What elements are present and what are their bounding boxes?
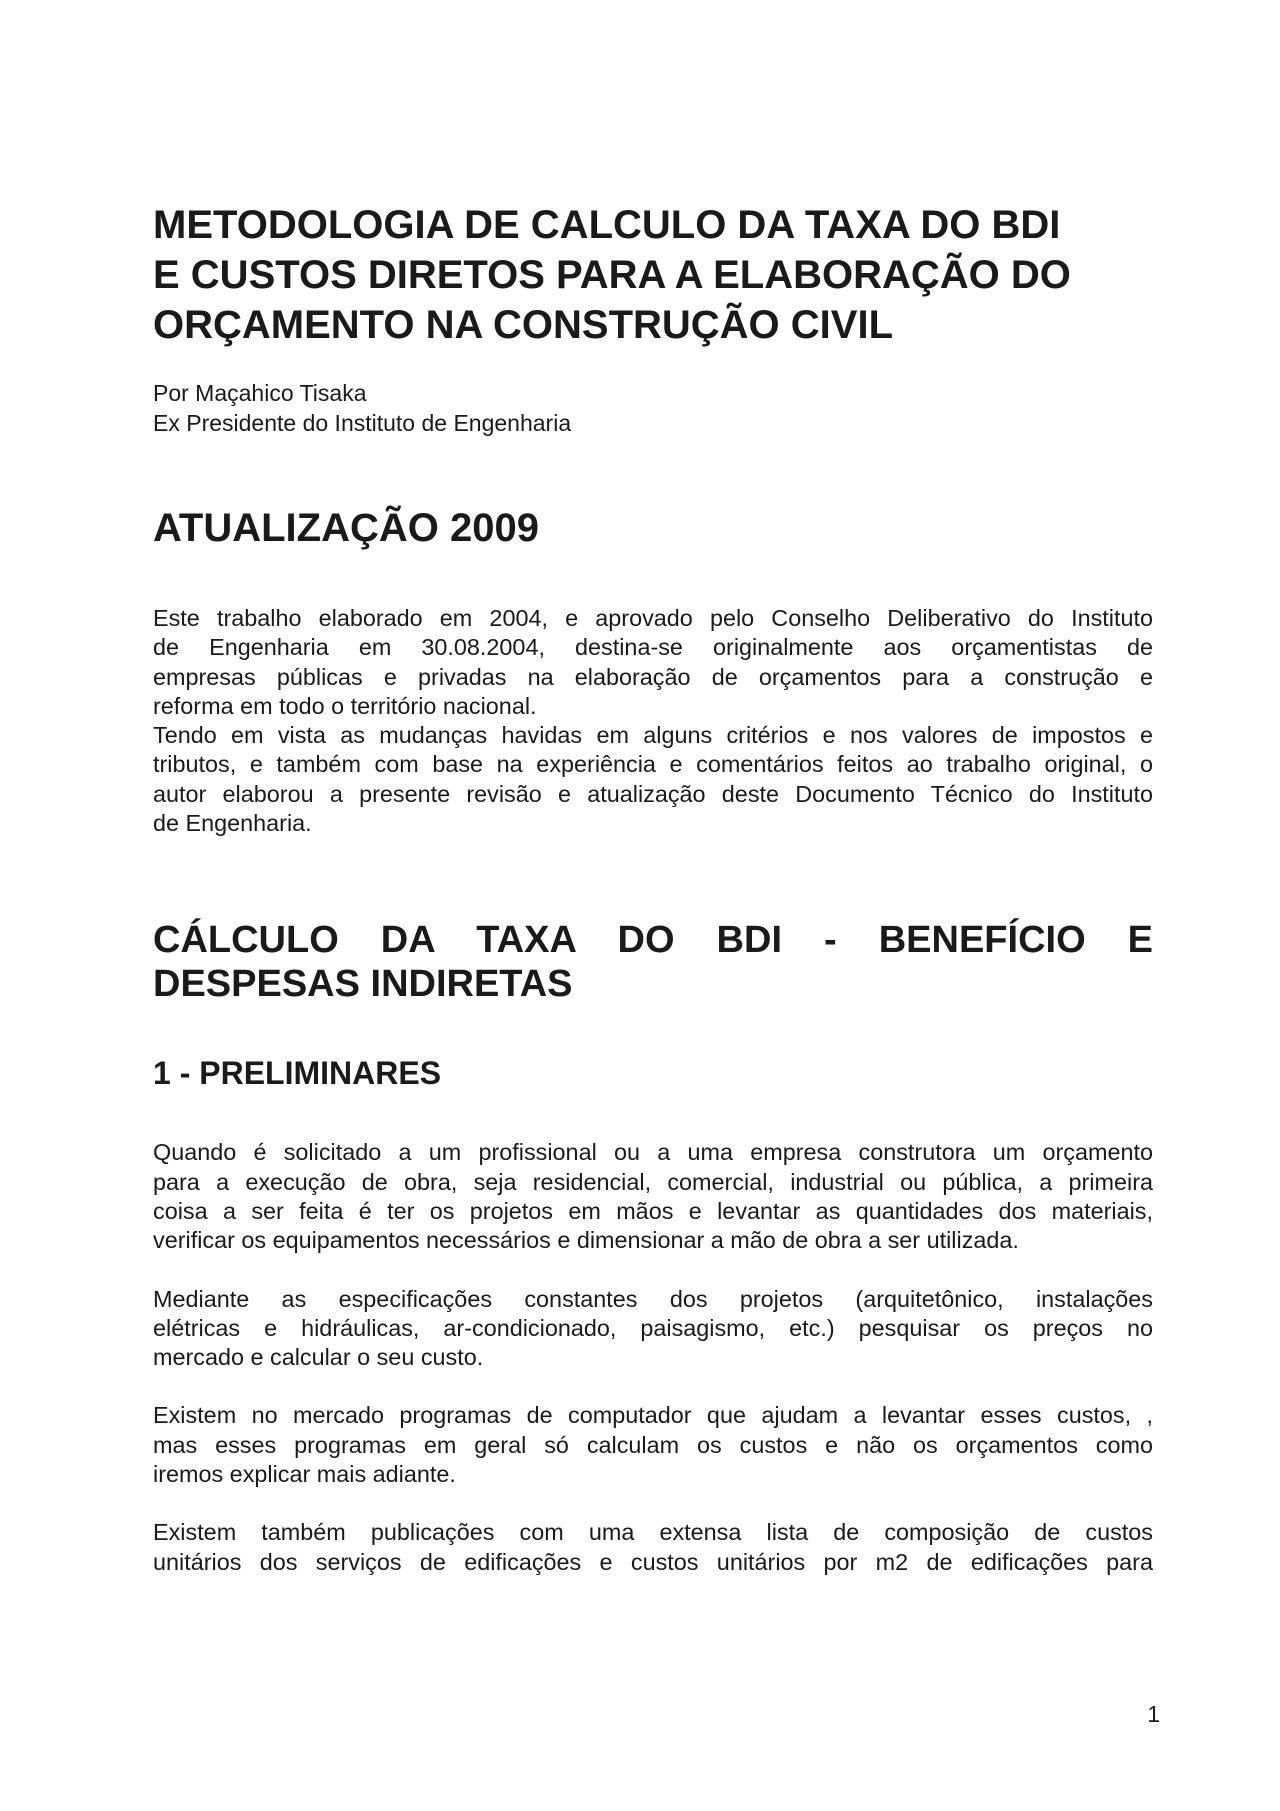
text-line: Este trabalho elaborado em 2004, e aprovado pelo Conselho Deliberativo do Instituto bbox=[153, 605, 1153, 631]
author-affiliation: Ex Presidente do Instituto de Engenharia bbox=[153, 410, 572, 436]
paragraph-2 bbox=[153, 1285, 1153, 1373]
text-line: iremos explicar mais adiante. bbox=[153, 1461, 456, 1488]
title-line: E CUSTOS DIRETOS PARA A ELABORAÇÃO DO bbox=[153, 253, 1071, 297]
author-block bbox=[153, 378, 1153, 438]
update-heading: ATUALIZAÇÃO 2009 bbox=[153, 506, 539, 550]
text-line: Tendo em vista as mudanças havidas em alguns critérios e nos valores de impostos e bbox=[153, 722, 1153, 749]
text-line: Existem também publicações com uma extensa lista de composição de custos bbox=[153, 1519, 1153, 1546]
paragraph-1 bbox=[153, 1138, 1153, 1255]
bdi-heading bbox=[153, 918, 1153, 1006]
text-line: autor elaborou a presente revisão e atualização deste Documento Técnico do Instituto bbox=[153, 780, 1153, 807]
text-line: empresas públicas e privadas na elaboração de orçamentos para a construção e bbox=[153, 663, 1153, 690]
title-line: ORÇAMENTO NA CONSTRUÇÃO CIVIL bbox=[153, 303, 893, 347]
text-line: de Engenharia. bbox=[153, 810, 312, 837]
text-line: coisa a ser feita é ter os projetos em mãos e levantar as quantidades dos materiais, bbox=[153, 1197, 1153, 1224]
text-line: Mediante as especificações constantes dos projetos (arquitetônico, instalações bbox=[153, 1285, 1153, 1312]
document-page bbox=[153, 200, 1153, 1577]
section-heading: 1 - PRELIMINARES bbox=[153, 1055, 442, 1092]
text-line: elétricas e hidráulicas, ar-condicionado, paisagismo, etc.) pesquisar os preços no bbox=[153, 1314, 1153, 1341]
text-line: unitários dos serviços de edificações e custos unitários por m2 de edificações para bbox=[153, 1548, 1153, 1575]
text-line: para a execução de obra, seja residencial, comercial, industrial ou pública, a primeira bbox=[153, 1168, 1153, 1195]
document-title bbox=[153, 200, 1153, 350]
text-line: mercado e calcular o seu custo. bbox=[153, 1344, 484, 1371]
paragraph-4 bbox=[153, 1518, 1153, 1577]
text-line: tributos, e também com base na experiência e comentários feitos ao trabalho original, o bbox=[153, 751, 1153, 778]
text-line: Quando é solicitado a um profissional ou a uma empresa construtora um orçamento bbox=[153, 1139, 1153, 1166]
text-line: reforma em todo o território nacional. bbox=[153, 692, 537, 719]
text-line: mas esses programas em geral só calculam os custos e não os orçamentos como bbox=[153, 1431, 1153, 1458]
text-line: Existem no mercado programas de computador que ajudam a levantar esses custos, , bbox=[153, 1402, 1153, 1429]
title-line: METODOLOGIA DE CALCULO DA TAXA DO BDI bbox=[153, 203, 1061, 247]
text-line: verificar os equipamentos necessários e dimensionar a mão de obra a ser utilizada. bbox=[153, 1227, 1019, 1254]
page-number: 1 bbox=[1147, 1701, 1160, 1727]
text-line: de Engenharia em 30.08.2004, destina-se originalmente aos orçamentistas de bbox=[153, 634, 1153, 661]
heading-line: DESPESAS INDIRETAS bbox=[153, 963, 573, 1006]
paragraph-3 bbox=[153, 1401, 1153, 1489]
intro-paragraph bbox=[153, 604, 1153, 838]
heading-line: CÁLCULO DA TAXA DO BDI - BENEFÍCIO E bbox=[153, 919, 1153, 962]
author-byline: Por Maçahico Tisaka bbox=[153, 380, 367, 406]
